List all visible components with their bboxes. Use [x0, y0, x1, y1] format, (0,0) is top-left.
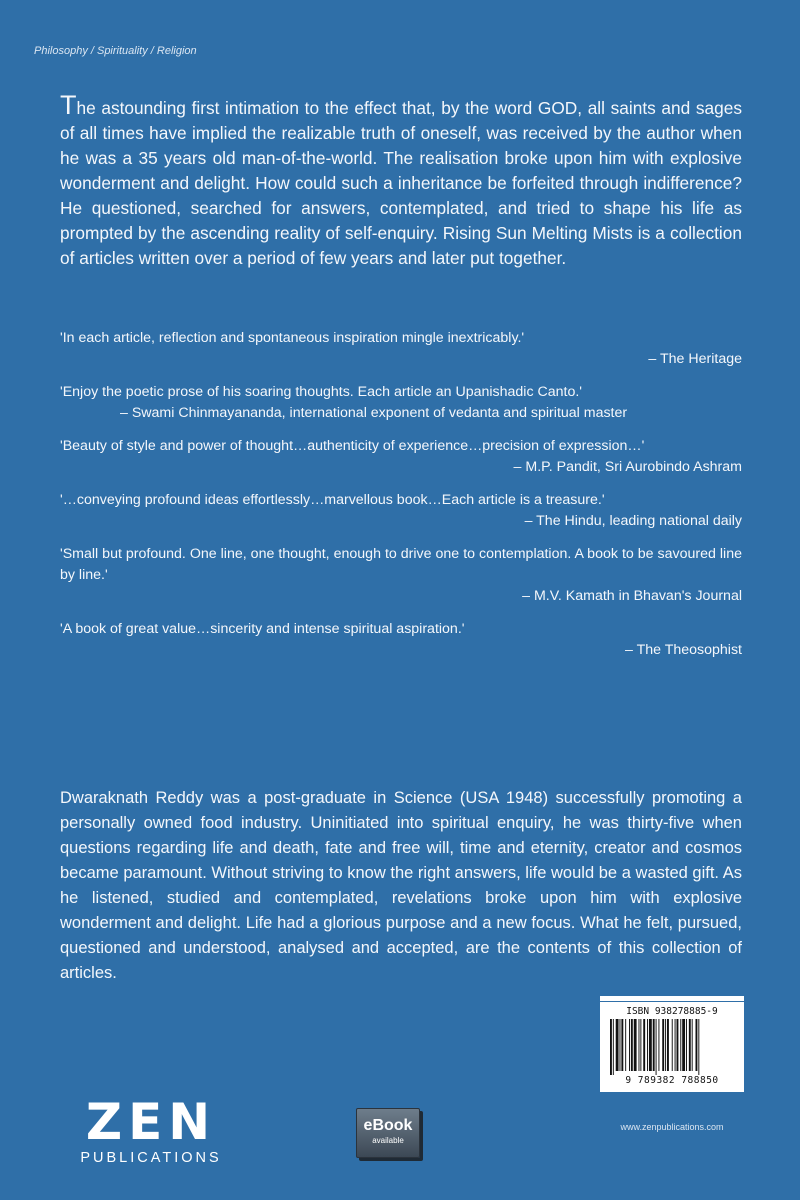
barcode-bar — [656, 1019, 657, 1075]
review-item — [60, 490, 742, 532]
review-source: – The Heritage — [648, 351, 742, 367]
publisher-logo — [56, 1093, 246, 1166]
intro-paragraph — [60, 90, 742, 271]
barcode-box — [600, 1002, 744, 1092]
intro-text: he astounding first intimation to the effect that, by the word GOD, all saints and sages of all times have implied the realizable truth of oneself, was received by the author when he was a 35 years old man-of-the-world. The realisation broke upon him with explosive wonderment and delight. How could such a inheritance be forfeited through indifference? He questioned, searched for answers, contemplated, and tried to shape his life as prompted by the ascending reality of self-enquiry. Rising Sun Melting Mists is a collection of articles written over a period of few years and later put together. — [60, 98, 742, 268]
logo-wordmark: ZEN — [85, 1093, 217, 1151]
review-item — [60, 382, 742, 424]
barcode-bar — [613, 1019, 614, 1075]
barcode-bar — [682, 1019, 685, 1071]
barcode-bar — [665, 1019, 666, 1071]
ebook-word: eBook — [363, 1117, 413, 1134]
barcode-bar — [658, 1019, 659, 1071]
review-source: – Swami Chinmayananda, international exponent of vedanta and spiritual master — [120, 405, 628, 421]
barcode-bar — [653, 1019, 655, 1071]
barcode-bar — [643, 1019, 645, 1071]
barcode-bar — [620, 1019, 621, 1071]
category-label: Philosophy / Spirituality / Religion — [34, 45, 197, 57]
review-source: – M.V. Kamath in Bhavan's Journal — [522, 588, 742, 604]
barcode-bar — [616, 1019, 619, 1071]
barcode-bar — [639, 1019, 640, 1071]
review-quote: 'In each article, reflection and spontaneous inspiration mingle inextricably.' — [60, 330, 525, 346]
author-bio: Dwaraknath Reddy was a post-graduate in Science (USA 1948) successfully promoting a personally owned food industry. Uninitiated into spiritual enquiry, he was thirty-five when questions regarding life and death, fate and free will, time and eternity, creator and cosmos became paramount. Without striving to know the right answers, life would be a wasted gift. As he listened, studied and contemplated, revelations broke upon him with explosive wonderment and delight. Life had a glorious purpose and a new focus. What he felt, pursued, questioned and understood, analysed and accepted, are the contents of this collection of articles. — [60, 789, 742, 982]
barcode-bar — [675, 1019, 676, 1071]
review-quote: 'Beauty of style and power of thought…authenticity of experience…precision of expression…' — [60, 438, 645, 454]
review-source: – M.P. Pandit, Sri Aurobindo Ashram — [513, 459, 742, 475]
barcode-bar — [692, 1019, 693, 1071]
review-quote: '…conveying profound ideas effortlessly…marvellous book…Each article is a treasure.' — [60, 492, 605, 508]
barcode-bar — [649, 1019, 652, 1071]
barcode-bar — [689, 1019, 691, 1071]
barcode-bar — [647, 1019, 648, 1071]
review-quote: 'A book of great value…sincerity and intense spiritual aspiration.' — [60, 621, 465, 637]
review-source: – The Hindu, leading national daily — [524, 513, 742, 529]
barcode-bar — [680, 1019, 681, 1071]
barcode-bar — [631, 1019, 633, 1071]
intro-dropcap: T — [60, 90, 77, 120]
review-item — [60, 436, 742, 478]
publisher-website: www.zenpublications.com — [620, 1122, 724, 1132]
review-source: – The Theosophist — [625, 642, 742, 658]
barcode-bar — [629, 1019, 630, 1071]
ebook-available: available — [372, 1136, 404, 1145]
ebook-book-icon — [356, 1108, 420, 1158]
barcode-bar — [698, 1019, 699, 1075]
barcode-bar — [610, 1019, 612, 1075]
barcode-bar — [640, 1019, 641, 1071]
barcode-bar — [662, 1019, 664, 1071]
barcode-top-strip — [600, 996, 744, 1001]
barcode-bar — [696, 1019, 698, 1071]
reviews-section — [60, 328, 742, 673]
barcode-bar — [667, 1019, 669, 1071]
review-quote: 'Enjoy the poetic prose of his soaring thoughts. Each article an Upanishadic Canto.' — [60, 384, 582, 400]
ebook-badge — [352, 1108, 426, 1160]
barcode-bar — [634, 1019, 637, 1071]
barcode-bar — [621, 1019, 623, 1071]
barcode-bar — [672, 1019, 673, 1071]
isbn-digits: 9 789382 788850 — [625, 1075, 719, 1086]
barcode-bar — [686, 1019, 687, 1071]
review-quote: 'Small but profound. One line, one thought, enough to drive one to contemplation. A book to be savoured line by line.' — [60, 546, 742, 583]
barcode-bar — [625, 1019, 626, 1071]
review-item — [60, 619, 742, 661]
review-item — [60, 544, 742, 607]
logo-subtitle: PUBLICATIONS — [80, 1150, 222, 1166]
review-item — [60, 328, 742, 370]
isbn-label: ISBN 938278885-9 — [626, 1006, 718, 1017]
barcode-bars — [609, 1019, 735, 1075]
barcode-bar — [677, 1019, 679, 1071]
